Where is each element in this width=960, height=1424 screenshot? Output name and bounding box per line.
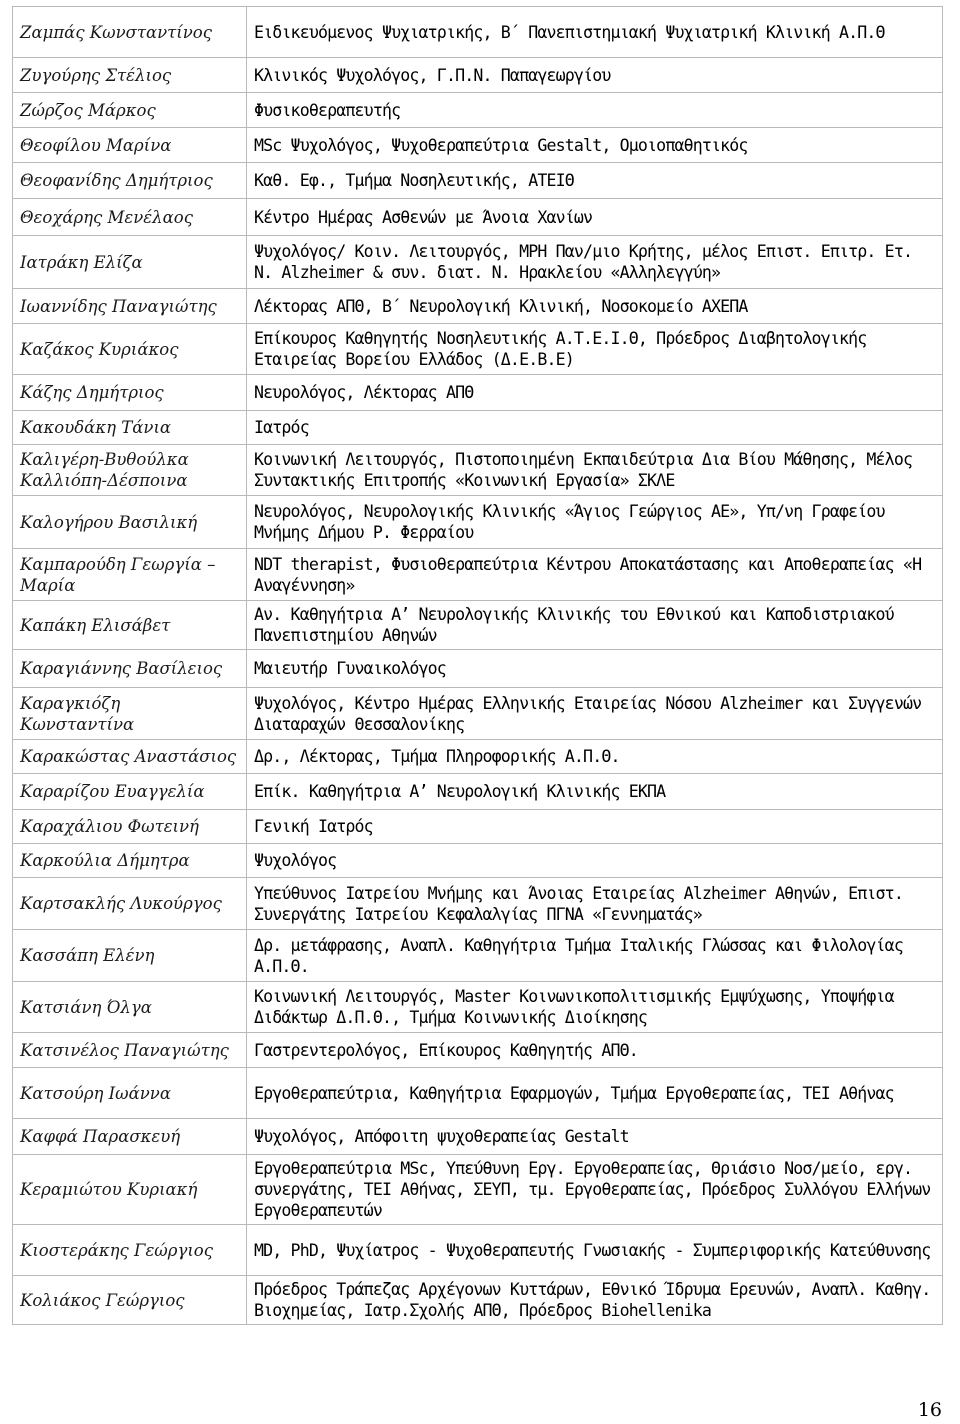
- table-row: [13, 1155, 943, 1225]
- table-row: [13, 601, 943, 650]
- member-name: Κατσιάνη Όλγα: [13, 982, 247, 1033]
- table-row: [13, 58, 943, 93]
- table-row: [13, 982, 943, 1033]
- member-description: Δρ. μετάφρασης, Αναπλ. Καθηγήτρια Τμήμα Ιταλικής Γλώσσας και Φιλολογίας Α.Π.Θ.: [247, 930, 943, 982]
- member-name: Ιατράκη Ελίζα: [13, 236, 247, 289]
- member-name: Καρκούλια Δήμητρα: [13, 844, 247, 878]
- member-description: Ψυχολόγος, Κέντρο Ημέρας Ελληνικής Εταιρείας Νόσου Alzheimer και Συγγενών Διαταραχών Θεσσαλονίκης: [247, 688, 943, 740]
- member-name: Καρακώστας Αναστάσιος: [13, 740, 247, 774]
- table-row: [13, 163, 943, 199]
- table-row: [13, 445, 943, 496]
- table-row: [13, 199, 943, 236]
- member-description: Λέκτορας ΑΠΘ, Β΄ Νευρολογική Κλινική, Νοσοκομείο ΑΧΕΠΑ: [247, 289, 943, 324]
- member-description: Ψυχολόγος, Απόφοιτη ψυχοθεραπείας Gestalt: [247, 1119, 943, 1155]
- member-description: Γαστρεντερολόγος, Επίκουρος Καθηγητής ΑΠΘ.: [247, 1033, 943, 1068]
- member-name: Καλογήρου Βασιλική: [13, 496, 247, 549]
- member-description: MD, PhD, Ψυχίατρος - Ψυχοθεραπευτής Γνωσιακής - Συμπεριφορικής Κατεύθυνσης: [247, 1225, 943, 1276]
- member-description: Ειδικευόμενος Ψυχιατρικής, Β΄ Πανεπιστημιακή Ψυχιατρική Κλινική Α.Π.Θ: [247, 7, 943, 58]
- member-name: Καμπαρούδη Γεωργία – Μαρία: [13, 549, 247, 601]
- table-row: [13, 844, 943, 878]
- member-name: Θεοχάρης Μενέλαος: [13, 199, 247, 236]
- table-row: [13, 93, 943, 128]
- member-name: Ιωαννίδης Παναγιώτης: [13, 289, 247, 324]
- member-name: Κατσινέλος Παναγιώτης: [13, 1033, 247, 1068]
- member-description: Μαιευτήρ Γυναικολόγος: [247, 650, 943, 688]
- member-name: Καφφά Παρασκευή: [13, 1119, 247, 1155]
- table-row: [13, 7, 943, 58]
- member-name: Καραγκιόζη Κωνσταντίνα: [13, 688, 247, 740]
- member-description: MSc Ψυχολόγος, Ψυχοθεραπεύτρια Gestalt, Ομοιοπαθητικός: [247, 128, 943, 163]
- table-row: [13, 549, 943, 601]
- member-description: Αν. Καθηγήτρια Α’ Νευρολογικής Κλινικής του Εθνικού και Καποδιστριακού Πανεπιστημίου Αθηνών: [247, 601, 943, 650]
- member-description: Νευρολόγος, Νευρολογικής Κλινικής «Άγιος Γεώργιος ΑΕ», Υπ/νη Γραφείου Μνήμης Δήμου Ρ. Φερραίου: [247, 496, 943, 549]
- member-description: Γενική Ιατρός: [247, 810, 943, 844]
- page-number: 16: [917, 1399, 942, 1421]
- table-row: [13, 236, 943, 289]
- member-name: Κιοστεράκης Γεώργιος: [13, 1225, 247, 1276]
- member-name: Κεραμιώτου Κυριακή: [13, 1155, 247, 1225]
- member-description: Υπεύθυνος Ιατρείου Μνήμης και Άνοιας Εταιρείας Alzheimer Αθηνών, Επιστ. Συνεργάτης Ιατρείου Κεφαλαλγίας ΠΓΝΑ «Γεννηματάς»: [247, 878, 943, 930]
- table-row: [13, 411, 943, 445]
- member-name: Ζυγούρης Στέλιος: [13, 58, 247, 93]
- table-row: [13, 375, 943, 411]
- member-name: Καζάκος Κυριάκος: [13, 324, 247, 375]
- table-row: [13, 1119, 943, 1155]
- member-description: Κλινικός Ψυχολόγος, Γ.Π.Ν. Παπαγεωργίου: [247, 58, 943, 93]
- member-description: Επίκ. Καθηγήτρια Α’ Νευρολογική Κλινικής ΕΚΠΑ: [247, 774, 943, 810]
- member-description: Εργοθεραπεύτρια MSc, Υπεύθυνη Εργ. Εργοθεραπείας, Θριάσιο Νοσ/μείο, εργ. συνεργάτης, ΤΕΙ Αθήνας, ΣΕΥΠ, τμ. Εργοθεραπείας, Πρόεδρος Συλλόγου Ελλήνων Εργοθεραπευτών: [247, 1155, 943, 1225]
- member-name: Κακουδάκη Τάνια: [13, 411, 247, 445]
- member-name: Κάζης Δημήτριος: [13, 375, 247, 411]
- member-name: Ζαμπάς Κωνσταντίνος: [13, 7, 247, 58]
- table-row: [13, 740, 943, 774]
- member-description: Κοινωνική Λειτουργός, Πιστοποιημένη Εκπαιδεύτρια Δια Βίου Μάθησης, Μέλος Συντακτικής Επιτροπής «Κοινωνική Εργασία» ΣΚΛΕ: [247, 445, 943, 496]
- member-name: Κολιάκος Γεώργιος: [13, 1276, 247, 1325]
- table-row: [13, 1033, 943, 1068]
- member-name: Καλιγέρη-Βυθούλκα Καλλιόπη-Δέσποινα: [13, 445, 247, 496]
- table-row: [13, 128, 943, 163]
- table-row: [13, 1225, 943, 1276]
- table-row: [13, 878, 943, 930]
- table-row: [13, 810, 943, 844]
- member-description: Ψυχολόγος/ Κοιν. Λειτουργός, ΜΡΗ Παν/μιο Κρήτης, μέλος Επιστ. Επιτρ. Ετ. Ν. Alzheimer & συν. διατ. Ν. Ηρακλείου «Αλληλεγγύη»: [247, 236, 943, 289]
- member-description: Ιατρός: [247, 411, 943, 445]
- table-row: [13, 496, 943, 549]
- member-name: Κασσάπη Ελένη: [13, 930, 247, 982]
- member-name: Ζώρζος Μάρκος: [13, 93, 247, 128]
- member-description: Κέντρο Ημέρας Ασθενών με Άνοια Χανίων: [247, 199, 943, 236]
- member-name: Θεοφίλου Μαρίνα: [13, 128, 247, 163]
- table-row: [13, 688, 943, 740]
- member-description: Καθ. Εφ., Τμήμα Νοσηλευτικής, ΑΤΕΙΘ: [247, 163, 943, 199]
- member-description: Εργοθεραπεύτρια, Καθηγήτρια Εφαρμογών, Τμήμα Εργοθεραπείας, ΤΕΙ Αθήνας: [247, 1068, 943, 1119]
- member-description: Δρ., Λέκτορας, Τμήμα Πληροφορικής Α.Π.Θ.: [247, 740, 943, 774]
- member-description: Κοινωνική Λειτουργός, Master Κοινωνικοπολιτισμικής Εμψύχωσης, Υποψήφια Διδάκτωρ Δ.Π.Θ., Τμήμα Κοινωνικής Διοίκησης: [247, 982, 943, 1033]
- table-row: [13, 289, 943, 324]
- table-row: [13, 1276, 943, 1325]
- members-table: [12, 6, 943, 1325]
- table-row: [13, 930, 943, 982]
- members-table-body: [13, 7, 943, 1325]
- table-row: [13, 1068, 943, 1119]
- member-description: Φυσικοθεραπευτής: [247, 93, 943, 128]
- member-name: Καπάκη Ελισάβετ: [13, 601, 247, 650]
- member-description: Πρόεδρος Τράπεζας Αρχέγονων Κυττάρων, Εθνικό Ίδρυμα Ερευνών, Αναπλ. Καθηγ. Βιοχημείας, Ιατρ.Σχολής ΑΠΘ, Πρόεδρος Biohellenika: [247, 1276, 943, 1325]
- table-row: [13, 324, 943, 375]
- member-description: Νευρολόγος, Λέκτορας ΑΠΘ: [247, 375, 943, 411]
- member-name: Καραρίζου Ευαγγελία: [13, 774, 247, 810]
- member-name: Καραχάλιου Φωτεινή: [13, 810, 247, 844]
- member-description: Ψυχολόγος: [247, 844, 943, 878]
- member-name: Κατσούρη Ιωάννα: [13, 1068, 247, 1119]
- table-row: [13, 650, 943, 688]
- member-description: NDT therapist, Φυσιοθεραπεύτρια Κέντρου Αποκατάστασης και Αποθεραπείας «Η Αναγέννηση»: [247, 549, 943, 601]
- member-name: Καραγιάννης Βασίλειος: [13, 650, 247, 688]
- member-description: Επίκουρος Καθηγητής Νοσηλευτικής Α.Τ.Ε.Ι.Θ, Πρόεδρος Διαβητολογικής Εταιρείας Βορείου Ελλάδος (Δ.Ε.Β.Ε): [247, 324, 943, 375]
- member-name: Θεοφανίδης Δημήτριος: [13, 163, 247, 199]
- member-name: Καρτσακλής Λυκούργος: [13, 878, 247, 930]
- table-row: [13, 774, 943, 810]
